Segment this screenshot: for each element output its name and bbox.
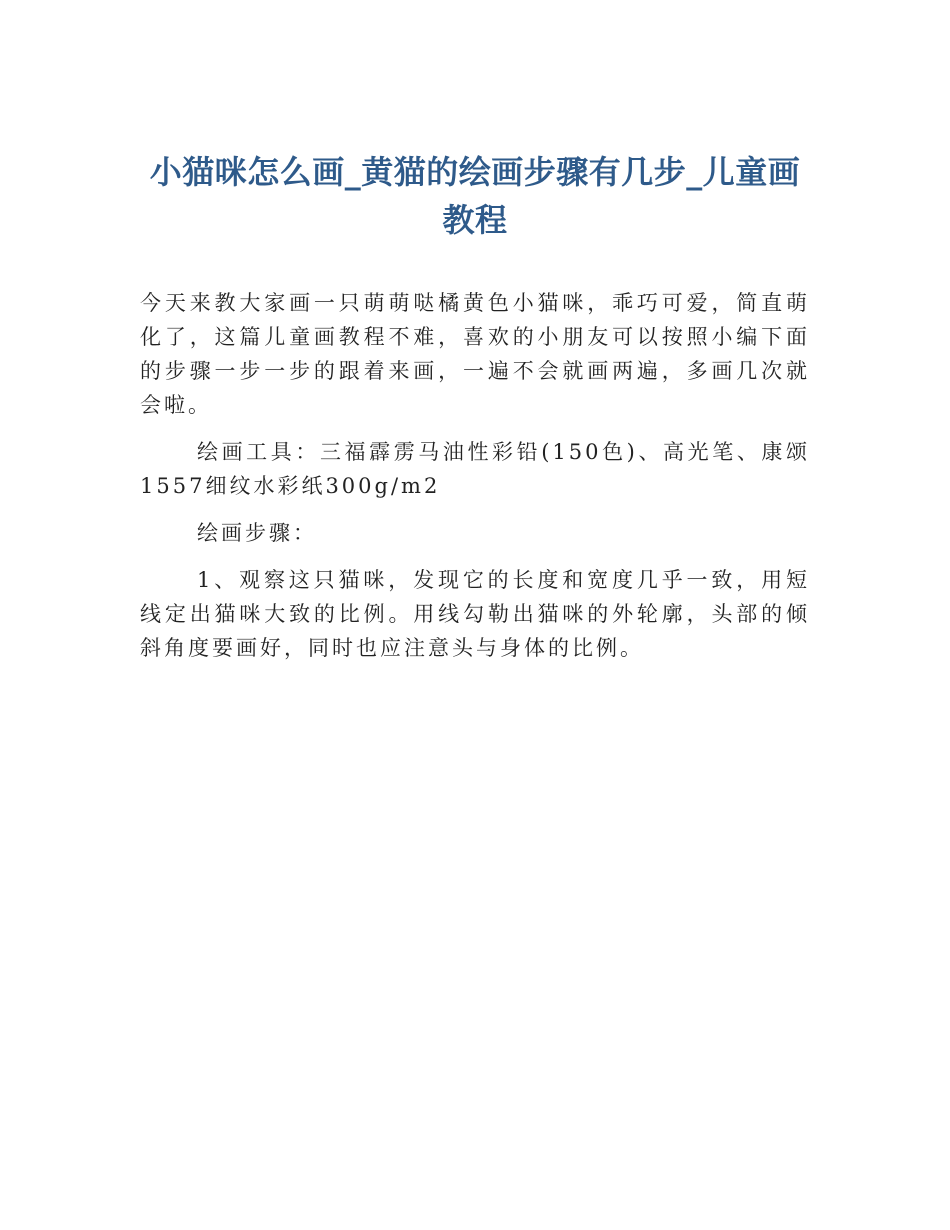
intro-paragraph: 今天来教大家画一只萌萌哒橘黄色小猫咪，乖巧可爱，简直萌化了，这篇儿童画教程不难，喜欢的小朋友可以按照小编下面的步骤一步一步的跟着来画，一遍不会就画两遍，多画几次就会啦。 [140, 291, 810, 417]
document-body [140, 286, 810, 678]
page-title: 小猫咪怎么画_黄猫的绘画步骤有几步_儿童画教程 [149, 153, 801, 239]
tools-paragraph: 绘画工具：三福霹雳马油性彩铅(150色)、高光笔、康颂1557细纹水彩纸300g/m2 [140, 440, 810, 498]
steps-heading: 绘画步骤： [197, 521, 317, 545]
step-1-paragraph: 1、观察这只猫咪，发现它的长度和宽度几乎一致，用短线定出猫咪大致的比例。用线勾勒出猫咪的外轮廓，头部的倾斜角度要画好，同时也应注意头与身体的比例。 [140, 568, 810, 660]
